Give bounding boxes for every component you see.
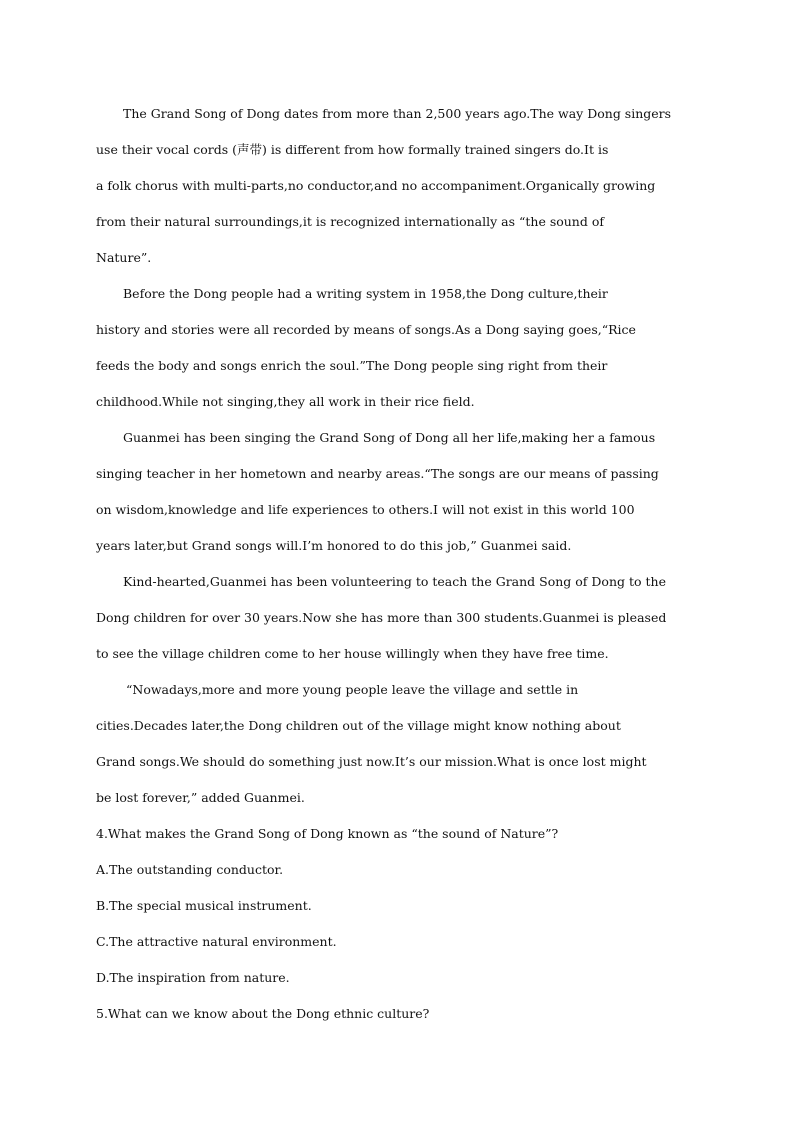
text-line: use their vocal cords (声带) is different from how formally trained singers do.It is (96, 142, 609, 157)
text-line: “Nowadays,more and more young people leave the village and settle in (126, 682, 579, 697)
text-line: from their natural surroundings,it is recognized internationally as “the sound of (96, 214, 604, 229)
text-line: a folk chorus with multi-parts,no conductor,and no accompaniment.Organically growing (96, 178, 656, 193)
text-line: to see the village children come to her house willingly when they have free time. (96, 646, 609, 661)
text-line: on wisdom,knowledge and life experiences to others.I will not exist in this world 100 (96, 502, 635, 517)
text-line: The Grand Song of Dong dates from more than 2,500 years ago.The way Dong singers (123, 106, 672, 121)
text-line: Before the Dong people had a writing system in 1958,the Dong culture,their (123, 286, 608, 301)
text-line: history and stories were all recorded by means of songs.As a Dong saying goes,“Rice (96, 322, 636, 337)
text-line: cities.Decades later,the Dong children out of the village might know nothing about (96, 718, 621, 733)
paragraph-4 (96, 564, 698, 672)
text-line: Dong children for over 30 years.Now she has more than 300 students.Guanmei is pleased (96, 610, 667, 625)
question-5: 5.What can we know about the Dong ethnic culture? (96, 1006, 430, 1021)
text-line: singing teacher in her hometown and nearby areas.“The songs are our means of passing (96, 466, 659, 481)
option-b: B.The special musical instrument. (96, 898, 312, 913)
text-line: years later,but Grand songs will.I’m honored to do this job,” Guanmei said. (96, 538, 572, 553)
question-block (96, 816, 698, 1032)
text-line: be lost forever,” added Guanmei. (96, 790, 305, 805)
option-c: C.The attractive natural environment. (96, 934, 337, 949)
text-line: feeds the body and songs enrich the soul.”The Dong people sing right from their (96, 358, 608, 373)
text-line: Grand songs.We should do something just now.It’s our mission.What is once lost might (96, 754, 647, 769)
paragraph-2 (96, 276, 698, 420)
text-line: Nature”. (96, 250, 152, 265)
question-4: 4.What makes the Grand Song of Dong known as “the sound of Nature”? (96, 826, 559, 841)
paragraph-3 (96, 420, 698, 564)
text-line: Guanmei has been singing the Grand Song of Dong all her life,making her a famous (123, 430, 656, 445)
text-line: childhood.While not singing,they all work in their rice field. (96, 394, 475, 409)
paragraph-5 (96, 672, 698, 816)
option-a: A.The outstanding conductor. (96, 862, 284, 877)
text-line: Kind-hearted,Guanmei has been volunteering to teach the Grand Song of Dong to the (123, 574, 666, 589)
option-d: D.The inspiration from nature. (96, 970, 290, 985)
paragraph-1 (96, 96, 698, 276)
